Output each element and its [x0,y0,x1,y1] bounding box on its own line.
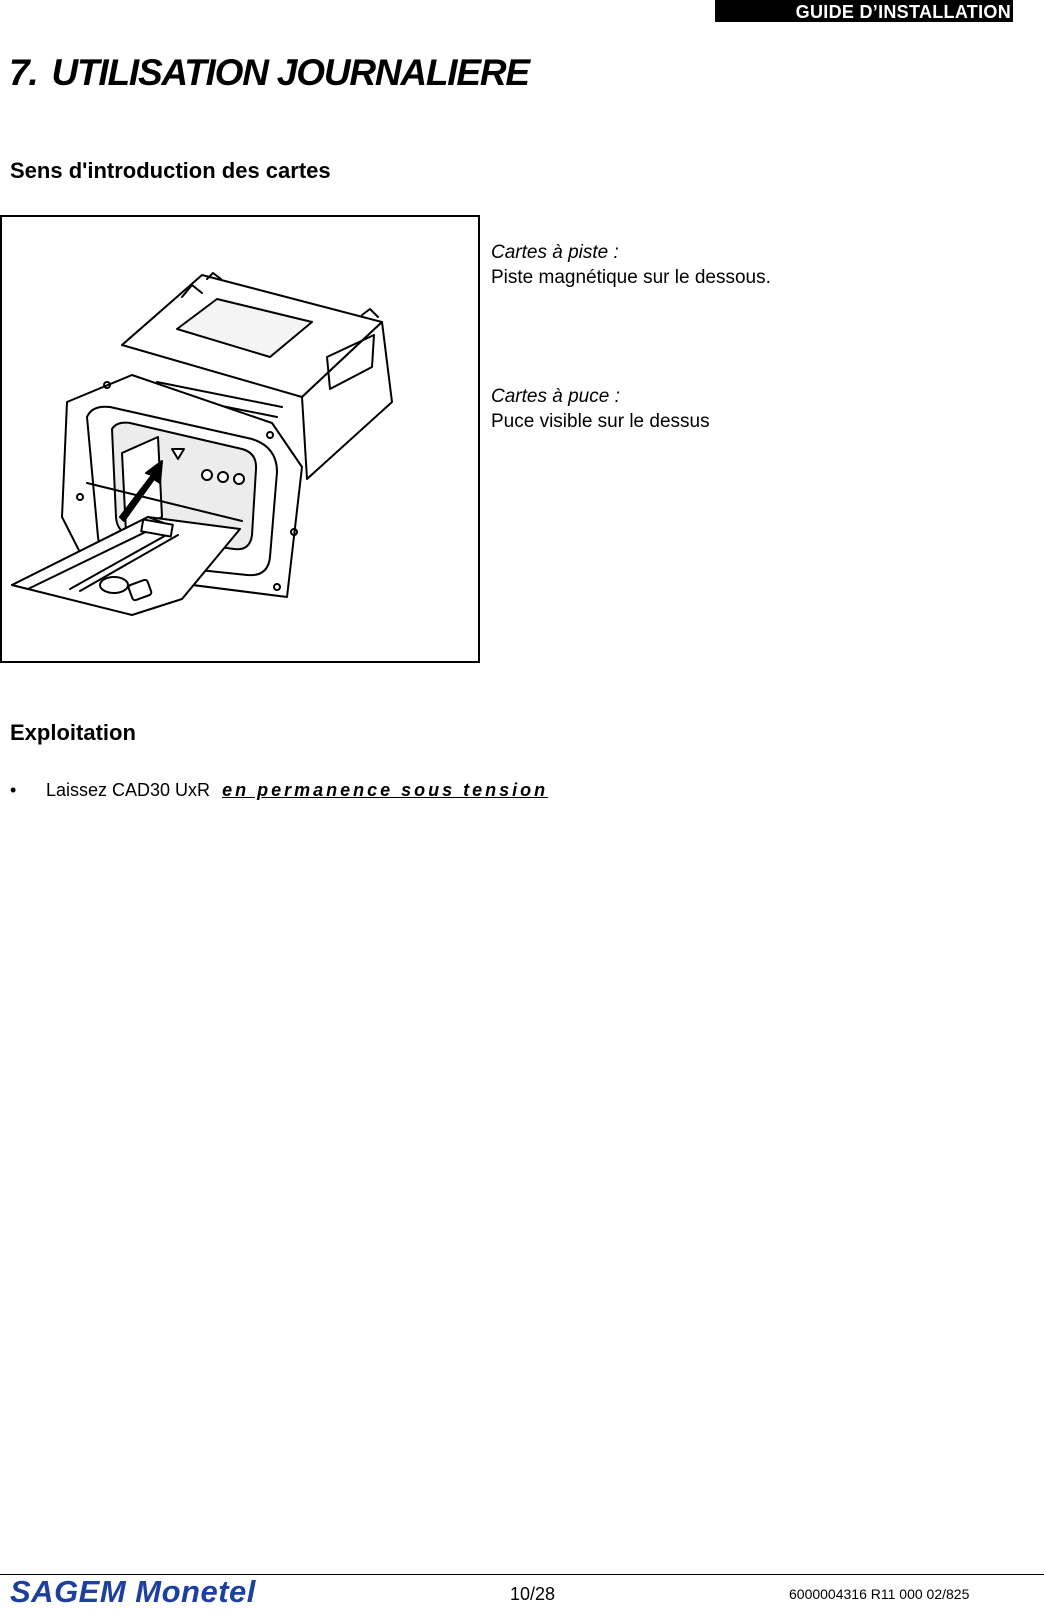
chapter-number: 7. [9,52,38,93]
bullet-marker: • [10,780,17,800]
bullet-emphasis: en permanence sous tension [222,780,549,800]
card-reader-figure [0,215,480,663]
exploitation-bullet [10,780,548,801]
chip-text: Puce visible sur le dessus [491,411,710,432]
chip-note [491,384,710,434]
magstripe-note [491,240,771,290]
section-title-card-insertion: Sens d'introduction des cartes [10,158,331,183]
bullet-text: Laissez CAD30 UxR [46,780,211,800]
chip-label: Cartes à puce : [491,386,620,407]
sagem-monetel-logo: SAGEM Monetel [10,1574,256,1609]
chapter-title-text: UTILISATION JOURNALIERE [51,52,529,93]
magstripe-label: Cartes à piste : [491,242,619,263]
document-reference: 6000004316 R11 000 02/825 [789,1586,970,1602]
guide-badge: GUIDE D’INSTALLATION [715,0,1013,22]
page-number: 10/28 [510,1584,556,1604]
chapter-title [9,52,529,94]
magstripe-text: Piste magnétique sur le dessous. [491,267,771,288]
card-reader-illustration [2,217,478,661]
section-title-exploitation: Exploitation [10,720,136,745]
